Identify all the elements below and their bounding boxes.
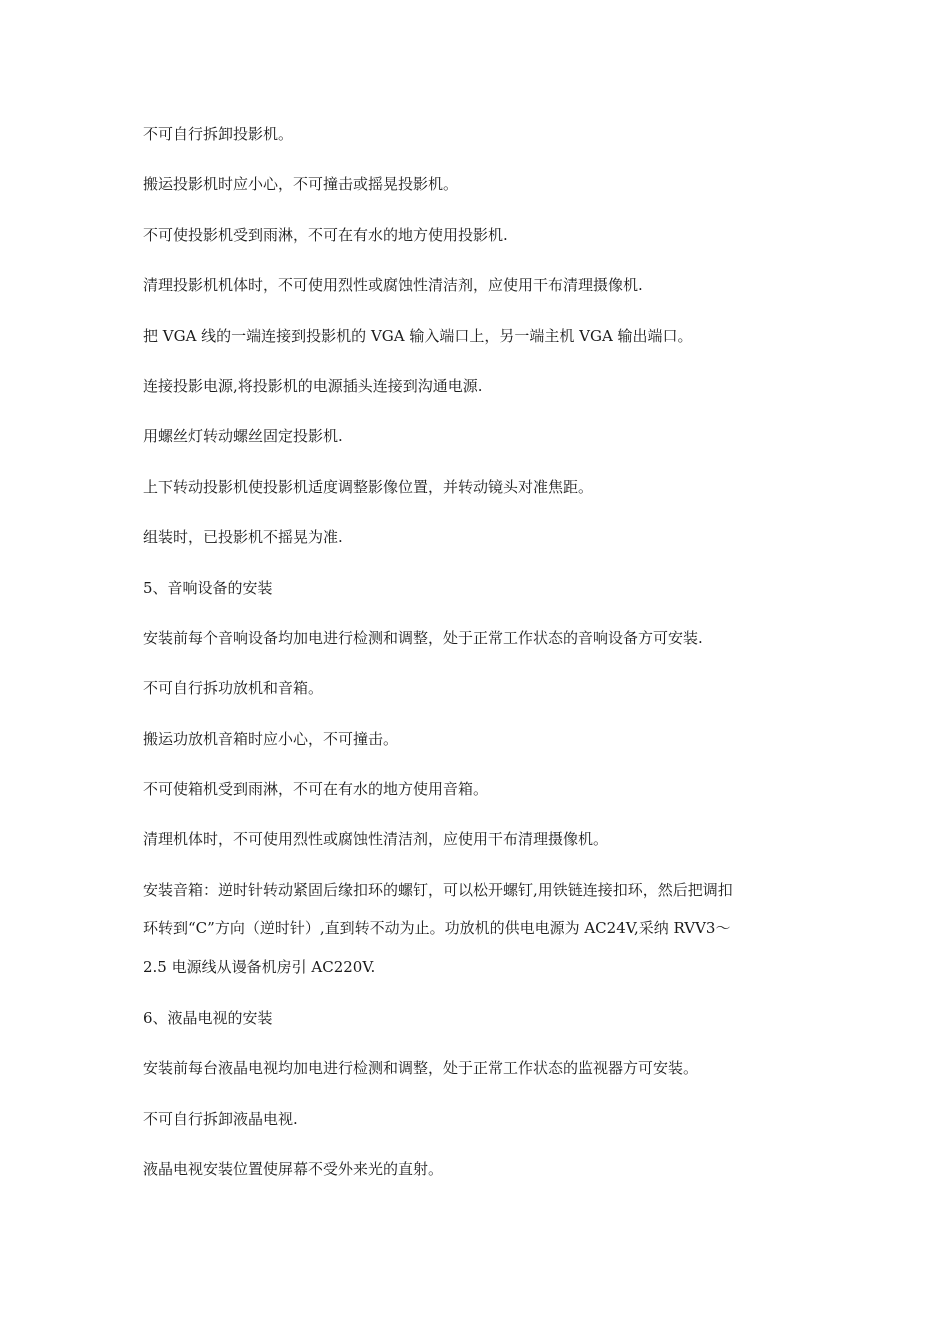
paragraph: 用螺丝灯转动螺丝固定投影机. (143, 427, 343, 446)
paragraph: 不可使投影机受到雨淋，不可在有水的地方使用投影机. (143, 225, 508, 244)
section-heading: 6、液晶电视的安装 (143, 1008, 273, 1027)
paragraph: 安装前每台液晶电视均加电进行检测和调整，处于正常工作状态的监视器方可安装。 (143, 1059, 699, 1078)
paragraph: 不可自行拆卸投影机。 (143, 125, 294, 143)
document-body (143, 121, 813, 1182)
paragraph-line: 环转到“C”方向（逆时针）,直到转不动为止。功放机的供电电源为 AC24V,采纳 RVV3～ (143, 919, 731, 938)
paragraph: 安装前每个音响设备均加电进行检测和调整，处于正常工作状态的音响设备方可安装. (143, 628, 703, 647)
paragraph: 把 VGA 线的一端连接到投影机的 VGA 输入端口上，另一端主机 VGA 输出端口。 (143, 326, 693, 345)
paragraph: 上下转动投影机使投影机适度调整影像位置，并转动镜头对准焦距。 (143, 477, 594, 496)
paragraph: 清理投影机机体时，不可使用烈性或腐蚀性清洁剂，应使用干布清理摄像机. (143, 276, 643, 295)
paragraph: 不可使箱机受到雨淋，不可在有水的地方使用音箱。 (143, 780, 489, 799)
paragraph: 液晶电视安装位置使屏幕不受外来光的直射。 (143, 1159, 444, 1178)
paragraph: 清理机体时，不可使用烈性或腐蚀性清洁剂，应使用干布清理摄像机。 (143, 830, 609, 849)
paragraph: 组装时，已投影机不摇晃为准. (143, 528, 343, 547)
section-heading: 5、音响设备的安装 (143, 578, 273, 597)
paragraph: 搬运功放机音箱时应小心，不可撞击。 (143, 729, 399, 748)
paragraph: 搬运投影机时应小心，不可撞击或摇晃投影机。 (143, 175, 459, 194)
paragraph: 不可自行拆卸液晶电视. (143, 1109, 298, 1128)
paragraph: 连接投影电源,将投影机的电源插头连接到沟通电源. (143, 376, 483, 395)
paragraph-line: 安装音箱：逆时针转动紧固后缘扣环的螺钉，可以松开螺钉,用铁链连接扣环，然后把调扣 (143, 880, 733, 899)
paragraph: 不可自行拆功放机和音箱。 (143, 679, 324, 698)
paragraph-line: 2.5 电源线从谩备机房引 AC220V. (143, 957, 376, 976)
multiline-paragraph (143, 871, 813, 987)
